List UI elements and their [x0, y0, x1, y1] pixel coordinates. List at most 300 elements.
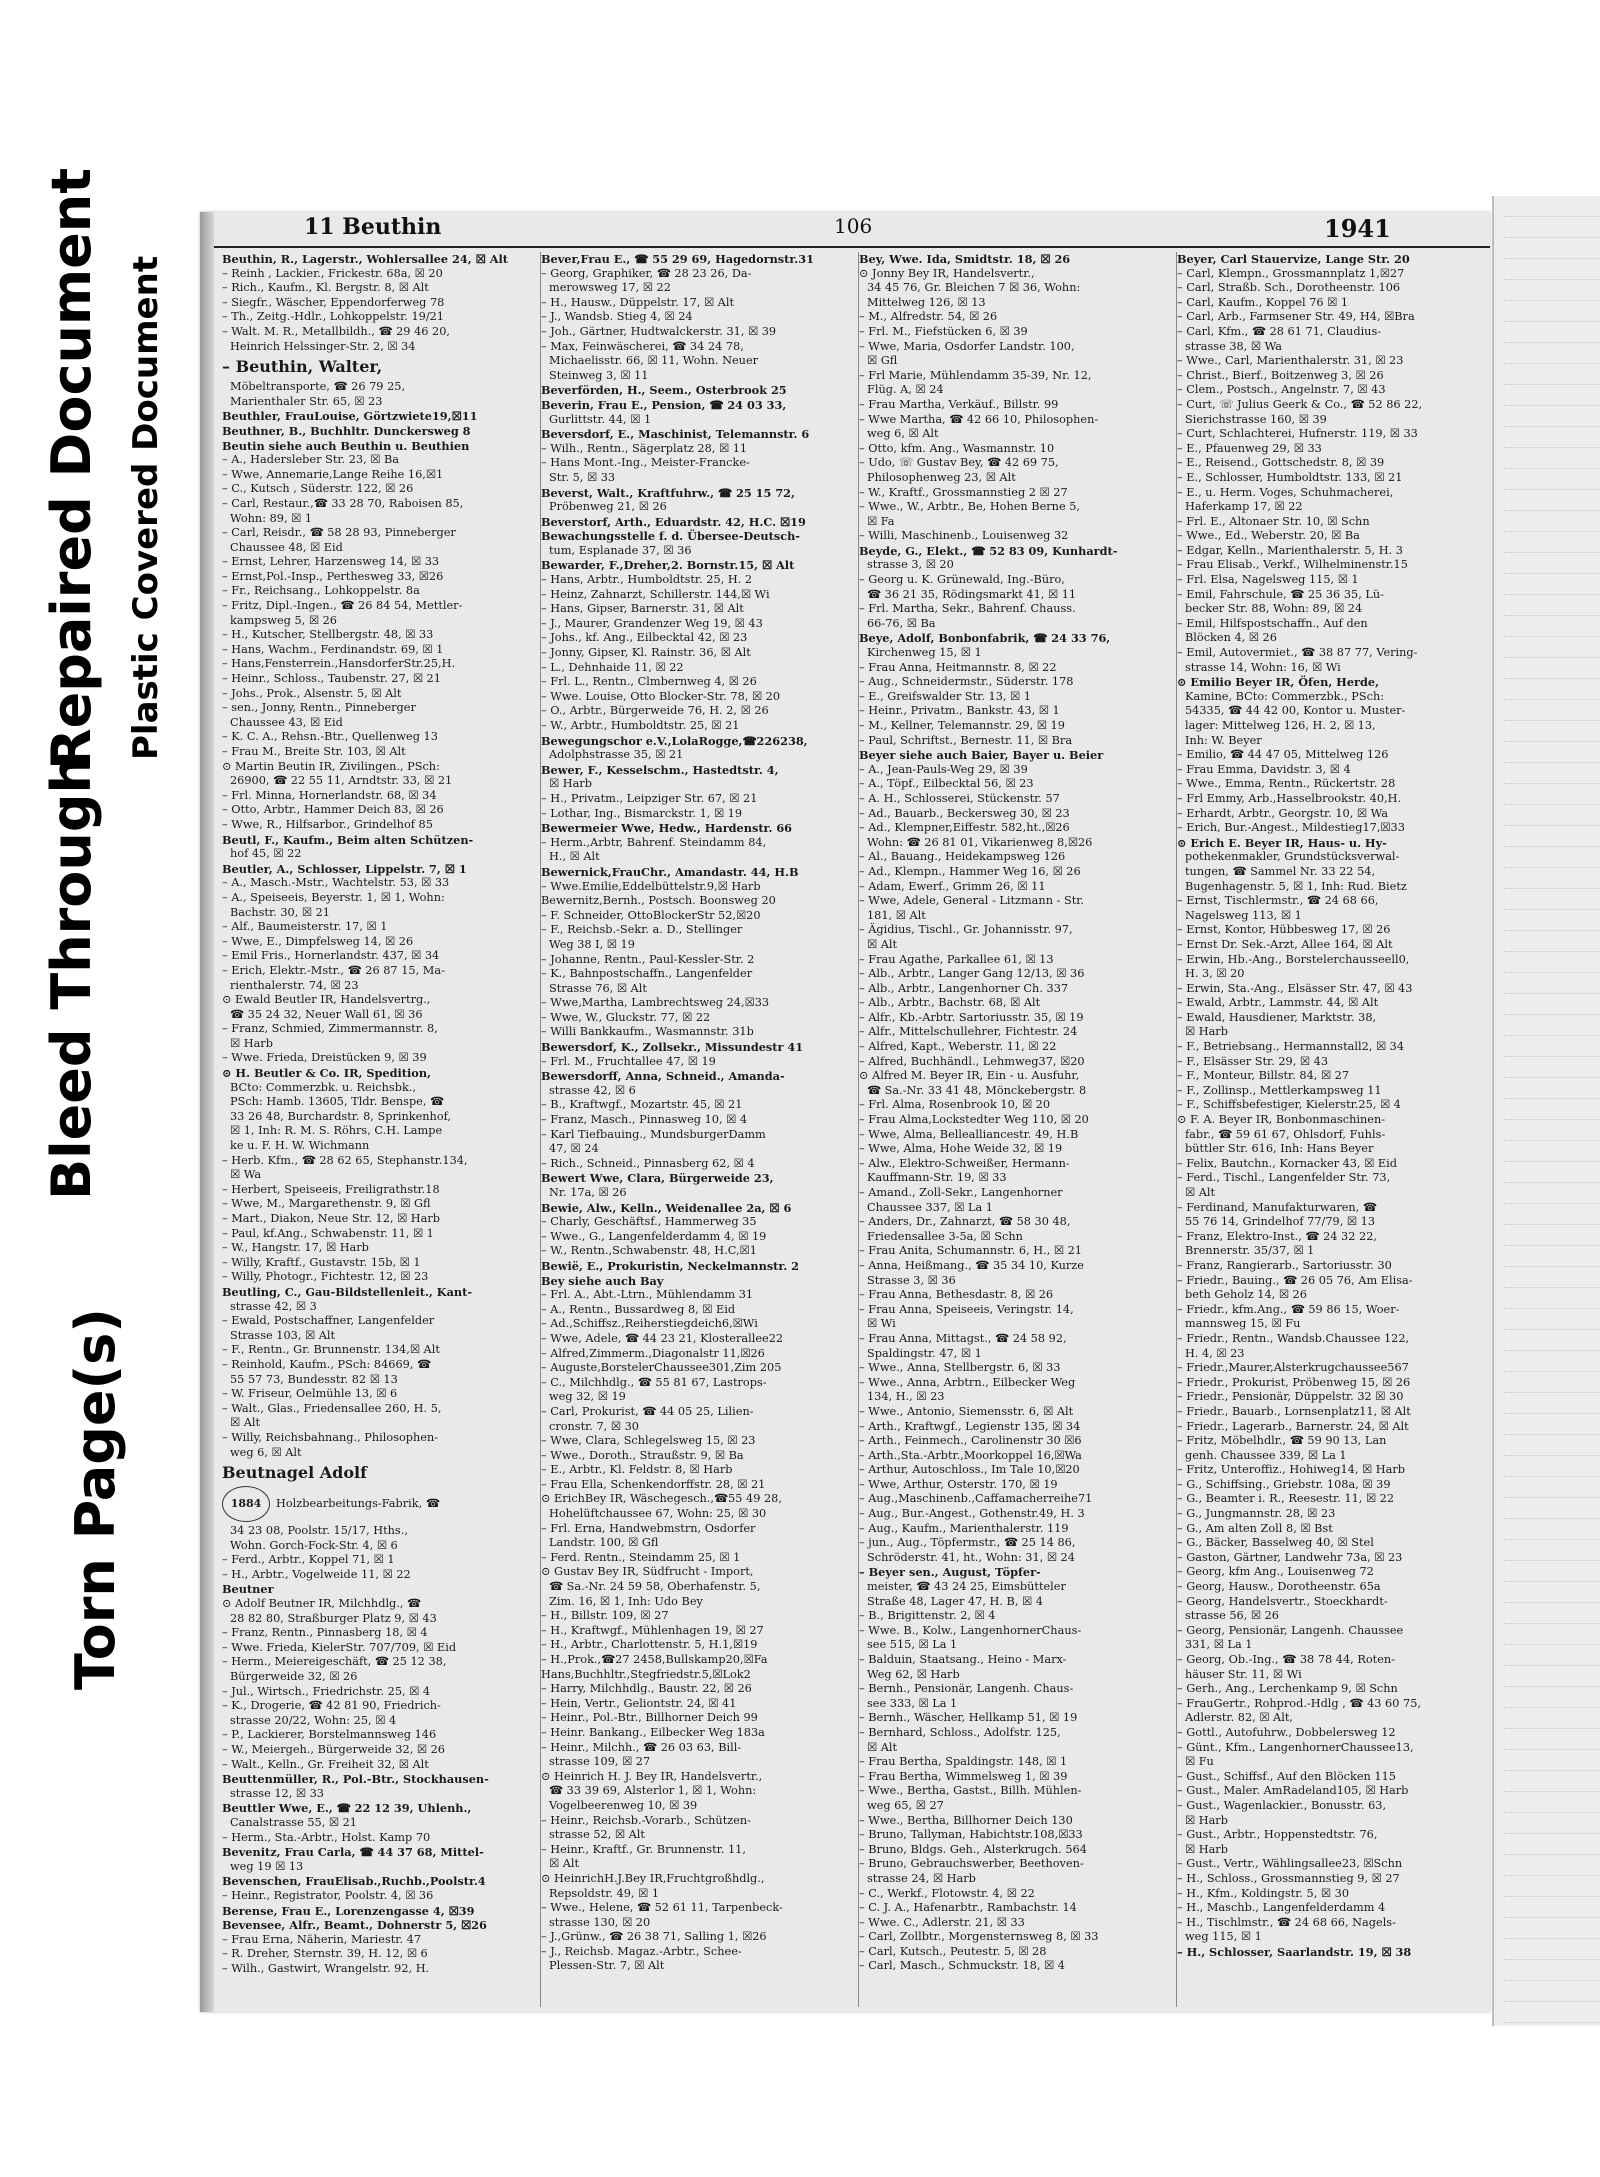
- directory-entry: H., ☒ Alt: [549, 850, 600, 864]
- directory-entry: ⊙ Martin Beutin IR, Zivilingen., PSch:: [222, 759, 440, 773]
- directory-entry: Kauffmann-Str. 19, ☒ 33: [867, 1171, 1007, 1185]
- document-defect-labels: [0, 0, 200, 2177]
- directory-entry: – Wwe., Ed., Weberstr. 20, ☒ Ba: [1177, 529, 1360, 543]
- adjacent-page-line: [1504, 1414, 1600, 1435]
- adjacent-page-line: [1504, 721, 1600, 742]
- directory-entry: – Johanne, Rentn., Paul-Kessler-Str. 2: [541, 952, 755, 966]
- adjacent-page-line: [1504, 1876, 1600, 1897]
- adjacent-page-line: [1504, 1015, 1600, 1036]
- directory-entry: – Jonny, Gipser, Kl. Rainstr. 36, ☒ Alt: [541, 646, 751, 660]
- directory-entry: – Frl. Elsa, Nagelsweg 115, ☒ 1: [1177, 573, 1359, 587]
- adjacent-page-line: [1504, 511, 1600, 532]
- directory-entry: – Adam, Ewerf., Grimm 26, ☒ 11: [859, 879, 1046, 893]
- directory-entry: – Frau Anita, Schumannstr. 6, H., ☒ 21: [859, 1244, 1082, 1258]
- directory-entry: büttler Str. 616, Inh: Hans Beyer: [1185, 1142, 1374, 1156]
- directory-entry: – Ewald, Arbtr., Lammstr. 44, ☒ Alt: [1177, 996, 1379, 1010]
- directory-entry: – Curt, ☏ Julius Geerk & Co., ☎ 52 86 22,: [1177, 397, 1423, 411]
- adjacent-page-line: [1504, 1855, 1600, 1876]
- directory-entry: – Udo, ☏ Gustav Bey, ☎ 42 69 75,: [859, 456, 1059, 470]
- directory-entry: weg 32, ☒ 19: [549, 1390, 626, 1404]
- directory-entry: Strasse 76, ☒ Alt: [549, 981, 647, 995]
- directory-entry: – Frl. Martha, Sekr., Bahrenf. Chauss.: [859, 602, 1076, 616]
- directory-entry: 55 76 14, Grindelhof 77/79, ☒ 13: [1185, 1215, 1376, 1229]
- directory-entry: Beyer, Carl Stauervize, Lange Str. 20: [1177, 252, 1410, 266]
- directory-entry: 34 45 76, Gr. Bleichen 7 ☒ 36, Wohn:: [867, 281, 1081, 295]
- directory-entry: 134, H., ☒ 23: [867, 1390, 945, 1404]
- directory-entry: – Emilio, ☎ 44 47 05, Mittelweg 126: [1177, 748, 1389, 762]
- directory-entry: Steinweg 3, ☒ 11: [549, 368, 649, 382]
- directory-entry: – Emil, Hilfspostschaffn., Auf den: [1177, 616, 1368, 630]
- directory-entry: – W. Friseur, Oelmühle 13, ☒ 6: [222, 1387, 398, 1401]
- directory-entry: – Amand., Zoll-Sekr., Langenhorner: [859, 1186, 1063, 1199]
- directory-entry: – Wwe., Helene, ☎ 52 61 11, Tarpenbeck-: [541, 1901, 783, 1915]
- directory-entry: Strasse 3, ☒ 36: [867, 1273, 956, 1287]
- directory-column-4: [1176, 252, 1482, 2007]
- directory-entry: strasse 20/22, Wohn: 25, ☒ 4: [230, 1713, 397, 1727]
- adjacent-page-line: [1504, 1498, 1600, 1519]
- directory-entry: – A. H., Schlosserei, Stückenstr. 57: [859, 791, 1060, 805]
- directory-entry: – Anders, Dr., Zahnarzt, ☎ 58 30 48,: [859, 1215, 1071, 1229]
- directory-entry: – Willy, Reichsbahnang., Philosophen-: [222, 1430, 439, 1444]
- directory-entry: – Ernst, Lehrer, Harzensweg 14, ☒ 33: [222, 555, 440, 569]
- directory-entry: – Al., Bauang., Heidekampsweg 126: [859, 850, 1066, 864]
- adjacent-page-line: [1504, 784, 1600, 805]
- directory-entry: – Ferd., Arbtr., Koppel 71, ☒ 1: [222, 1553, 395, 1567]
- adjacent-page-line: [1504, 1687, 1600, 1708]
- adjacent-page-line: [1504, 1729, 1600, 1750]
- directory-entry: strasse 14, Wohn: 16, ☒ Wi: [1185, 660, 1341, 674]
- directory-entry: Bevenitz, Frau Carla, ☎ 44 37 68, Mittel-: [222, 1845, 484, 1860]
- directory-entry: ☒ Fu: [1185, 1755, 1214, 1769]
- adjacent-page-line: [1504, 931, 1600, 952]
- directory-entry: merowsweg 17, ☒ 22: [549, 281, 671, 295]
- directory-entry: – H., Hausw., Düppelstr. 17, ☒ Alt: [541, 295, 734, 309]
- directory-entry: – Frau Erna, Näherin, Mariestr. 47: [222, 1932, 422, 1946]
- label-bleed-through: Bleed Through: [40, 755, 103, 1200]
- directory-entry: Repsoldstr. 49, ☒ 1: [549, 1886, 660, 1900]
- adjacent-page-line: [1504, 1519, 1600, 1540]
- label-torn-pages: Torn Page(s): [64, 1308, 127, 1690]
- directory-entry: – Beyer sen., August, Töpfer-: [859, 1565, 1041, 1580]
- directory-entry: ⊙ ErichBey IR, Wäschegesch.,☎55 49 28,: [541, 1492, 782, 1506]
- directory-entry: – Gaston, Gärtner, Landwehr 73a, ☒ 23: [1177, 1550, 1403, 1564]
- directory-entry: ⊙ Ewald Beutler IR, Handelsvertrg.,: [222, 993, 431, 1007]
- directory-entry: – Gust., Arbtr., Hoppenstedtstr. 76,: [1177, 1828, 1378, 1842]
- directory-entry: – Herm., Meiereigeschäft, ☎ 25 12 38,: [222, 1655, 447, 1669]
- directory-entry: – A., Speiseeis, Beyerstr. 1, ☒ 1, Wohn:: [222, 890, 445, 904]
- directory-entry: becker Str. 88, Wohn: 89, ☒ 24: [1185, 602, 1363, 616]
- adjacent-page-line: [1504, 574, 1600, 595]
- directory-entry: – Heinr., Privatm., Bankstr. 43, ☒ 1: [859, 704, 1060, 718]
- directory-entry: – Wwe, E., Dimpfelsweg 14, ☒ 26: [222, 934, 414, 948]
- directory-entry: – Walt. M. R., Metallbildh., ☎ 29 46 20,: [222, 324, 451, 338]
- directory-entry: Möbeltransporte, ☎ 26 79 25,: [230, 380, 406, 394]
- directory-entry: – Wwe., Doroth., Straußstr. 9, ☒ Ba: [541, 1448, 744, 1462]
- directory-entry: – Carl, Kaufm., Koppel 76 ☒ 1: [1177, 295, 1349, 309]
- directory-entry: – L., Dehnhaide 11, ☒ 22: [541, 660, 684, 674]
- directory-entry: – Siegfr., Wäscher, Eppendorferweg 78: [222, 295, 445, 309]
- directory-entry: – E., Greifswalder Str. 13, ☒ 1: [859, 689, 1031, 703]
- directory-entry: ☒ Alt: [549, 1857, 580, 1871]
- directory-entry: – Carl, Klempn., Grossmannplatz 1,☒27: [1177, 266, 1405, 280]
- directory-entry: Nr. 17a, ☒ 26: [549, 1186, 627, 1199]
- directory-entry: – Erhardt, Arbtr., Georgstr. 10, ☒ Wa: [1177, 806, 1388, 820]
- directory-entry: ⊙ H. Beutler & Co. IR, Spedition,: [222, 1066, 431, 1081]
- directory-entry: – B., Kraftwgf., Mozartstr. 45, ☒ 21: [541, 1098, 743, 1112]
- directory-entry: – Ernst Dr. Sek.-Arzt, Allee 164, ☒ Alt: [1177, 937, 1393, 951]
- directory-entry: Chaussee 43, ☒ Eid: [230, 715, 343, 729]
- directory-entry: Haferkamp 17, ☒ 22: [1185, 500, 1303, 514]
- directory-entry: Beuttler Wwe, E., ☎ 22 12 39, Uhlenh.,: [222, 1801, 472, 1816]
- directory-entry: see 515, ☒ La 1: [867, 1638, 958, 1652]
- adjacent-page-line: [1504, 679, 1600, 700]
- directory-entry: – Frl. Erna, Handwebmstrn, Osdorfer: [541, 1521, 756, 1535]
- directory-entry: – Reinh , Lackier., Frickestr. 68a, ☒ 20: [222, 266, 443, 280]
- directory-entry: – Friedr., Pensionär, Düppelstr. 32 ☒ 30: [1177, 1390, 1404, 1404]
- adjacent-page-line: [1504, 553, 1600, 574]
- directory-entry: – Carl, Masch., Schmuckstr. 18, ☒ 4: [859, 1959, 1065, 1973]
- directory-entry: beth Geholz 14, ☒ 26: [1185, 1288, 1307, 1302]
- directory-entry: – Wwe., Emma, Rentn., Rückertstr. 28: [1177, 777, 1396, 791]
- directory-entry: strasse 109, ☒ 27: [549, 1755, 651, 1769]
- adjacent-page-line: [1504, 1225, 1600, 1246]
- directory-entry: Beutnagel Adolf: [222, 1463, 367, 1483]
- directory-entry: – Ewald, Postschaffner, Langenfelder: [222, 1314, 435, 1328]
- label-repaired-document: Repaired Document: [40, 167, 103, 770]
- directory-entry: Flüg. A, ☒ 24: [867, 383, 944, 397]
- directory-entry: – Paul, kf.Ang., Schwabenstr. 11, ☒ 1: [222, 1226, 434, 1240]
- directory-entry: – Hein, Vertr., Geliontstr. 24, ☒ 41: [541, 1696, 737, 1710]
- directory-entry: – Ad., Bauarb., Beckersweg 30, ☒ 23: [859, 806, 1070, 820]
- directory-entry: Marienthaler Str. 65, ☒ 23: [230, 394, 383, 408]
- directory-entry: weg 6, ☒ Alt: [230, 1445, 302, 1459]
- directory-entry: fabr., ☎ 59 61 67, Ohlsdorf, Fuhls-: [1185, 1127, 1386, 1141]
- directory-entry: Mittelweg 126, ☒ 13: [867, 295, 986, 309]
- adjacent-page-line: [1504, 1288, 1600, 1309]
- directory-entry: Adolphstrasse 35, ☒ 21: [549, 748, 684, 762]
- directory-entry: – Frau Anna, Heitmannstr. 8, ☒ 22: [859, 660, 1057, 674]
- company-seal-icon: 1884: [222, 1486, 270, 1522]
- directory-entry: – Joh., Gärtner, Hudtwalckerstr. 31, ☒ 39: [541, 324, 777, 338]
- directory-entry: Philosophenweg 23, ☒ Alt: [867, 470, 1016, 484]
- directory-entry: – Wwe, W., Gluckstr. 77, ☒ 22: [541, 1010, 711, 1024]
- directory-entry: – Wwe. C., Adlerstr. 21, ☒ 33: [859, 1915, 1025, 1929]
- directory-entry: – Erich, Elektr.-Mstr., ☎ 26 87 15, Ma-: [222, 963, 445, 977]
- directory-entry: ☎ Sa.-Nr. 24 59 58, Oberhafenstr. 5,: [549, 1580, 761, 1594]
- directory-entry: Spaldingstr. 47, ☒ 1: [867, 1346, 982, 1360]
- directory-entry: ☒ Harb: [1185, 1025, 1228, 1039]
- header-section-title: 11 Beuthin: [304, 214, 442, 240]
- directory-entry: ⊙ Emilio Beyer IR, Öfen, Herde,: [1177, 675, 1380, 690]
- directory-entry: – Willi Bankkaufm., Wasmannstr. 31b: [541, 1025, 754, 1039]
- directory-entry: ⊙ Erich E. Beyer IR, Haus- u. Hy-: [1177, 835, 1387, 850]
- directory-entry: – Friedr., Lagerarb., Barnerstr. 24, ☒ Alt: [1177, 1419, 1409, 1433]
- directory-entry: – Bruno, Bldgs. Geh., Alsterkrugch. 564: [859, 1842, 1087, 1856]
- directory-entry: strasse 3, ☒ 20: [867, 558, 954, 572]
- directory-entry: – A., Rentn., Bussardweg 8, ☒ Eid: [541, 1302, 736, 1316]
- directory-entry: – Harry, Milchhdlg., Baustr. 22, ☒ 26: [541, 1682, 752, 1696]
- directory-entry: – Friedr., Bauing., ☎ 26 05 76, Am Elisa-: [1177, 1273, 1413, 1287]
- adjacent-page-line: [1504, 1309, 1600, 1330]
- adjacent-page-line: [1504, 1267, 1600, 1288]
- directory-entry: Bewie, Alw., Kelln., Weidenallee 2a, ☒ 6: [541, 1200, 792, 1215]
- adjacent-page-line: [1504, 532, 1600, 553]
- directory-entry: – Beuthin, Walter,: [222, 357, 383, 377]
- directory-entry: – Georg, Graphiker, ☎ 28 23 26, Da-: [541, 266, 752, 280]
- directory-entry: – Erwin, Hb.-Ang., Borstelerchausseell0,: [1177, 952, 1410, 966]
- directory-entry: Bewernitz,Bernh., Postsch. Boonsweg 20: [541, 894, 776, 908]
- directory-entry: – Reinhold, Kaufm., PSch: 84669, ☎: [222, 1357, 432, 1371]
- directory-entry: – Gottl., Autofuhrw., Dobbelersweg 12: [1177, 1725, 1396, 1739]
- directory-entry: ☎ Sa.-Nr. 33 41 48, Mönckebergstr. 8: [867, 1083, 1087, 1097]
- directory-entry: – Wwe, Clara, Schlegelsweg 15, ☒ 23: [541, 1434, 756, 1448]
- directory-entry: Beyde, G., Elekt., ☎ 52 83 09, Kunhardt-: [859, 543, 1118, 558]
- directory-entry: Weg 62, ☒ Harb: [867, 1667, 960, 1681]
- directory-entry: ⊙ Adolf Beutner IR, Milchhdlg., ☎: [222, 1597, 422, 1611]
- directory-entry: – F. Schneider, OttoBlockerStr 52,☒20: [541, 908, 761, 922]
- directory-entry: – Franz, Rangierarb., Sartoriusstr. 30: [1177, 1258, 1392, 1272]
- directory-entry: – M., Alfredstr. 54, ☒ 26: [859, 310, 998, 324]
- directory-entry: – Wwe, Alma, Bellealliancestr. 49, H.B: [859, 1127, 1079, 1141]
- directory-entry: – Frau Anna, Speiseeis, Veringstr. 14,: [859, 1302, 1074, 1316]
- directory-entry: – Aug., Schneidermstr., Süderstr. 178: [859, 675, 1074, 689]
- directory-entry: – Ad.,Schiffsz.,Reiherstiegdeich6,☒Wi: [541, 1317, 758, 1331]
- directory-entry: – Willi, Maschinenb., Louisenweg 32: [859, 529, 1069, 543]
- directory-entry: ke u. F. H. W. Wichmann: [230, 1139, 370, 1153]
- directory-entry: Beutling, C., Gau-Bildstellenleit., Kant-: [222, 1284, 473, 1299]
- adjacent-page-line: [1504, 385, 1600, 406]
- directory-entry: – Frl. E., Altonaer Str. 10, ☒ Schn: [1177, 514, 1370, 528]
- directory-entry: – Frau Elisab., Verkf., Wilhelminenstr.15: [1177, 558, 1408, 572]
- adjacent-page-line: [1504, 196, 1600, 217]
- directory-entry: – Balduin, Staatsang., Heino - Marx-: [859, 1653, 1067, 1666]
- directory-entry: 66-76, ☒ Ba: [867, 616, 936, 630]
- directory-entry: PSch: Hamb. 13605, Tldr. Benspe, ☎: [230, 1095, 445, 1109]
- adjacent-page-line: [1504, 889, 1600, 910]
- directory-entry: strasse 12, ☒ 33: [230, 1786, 324, 1800]
- adjacent-page-line: [1504, 868, 1600, 889]
- directory-entry: – Arth.,Sta.-Arbtr.,Moorkoppel 16,☒Wa: [859, 1448, 1082, 1462]
- directory-entry: – Fritz, Unteroffiz., Hohiweg14, ☒ Harb: [1177, 1463, 1405, 1477]
- directory-entry: – Fr., Reichsang., Lohkoppelstr. 8a: [222, 584, 420, 598]
- directory-entry: – W., Kraftf., Grossmannstieg 2 ☒ 27: [859, 485, 1068, 499]
- directory-entry: – H., Arbtr., Charlottenstr. 5, H.1,☒19: [541, 1638, 758, 1652]
- company-logo-line: [222, 1486, 527, 1522]
- directory-entry: – Carl, Zollbtr., Morgensternsweg 8, ☒ 33: [859, 1930, 1099, 1944]
- directory-entry: weg 65, ☒ 27: [867, 1798, 944, 1812]
- directory-entry: – Wwe, M., Margarethenstr. 9, ☒ Gfl: [222, 1197, 431, 1211]
- adjacent-page-line: [1504, 1918, 1600, 1939]
- adjacent-page-line: [1504, 700, 1600, 721]
- directory-entry: tungen, ☎ Sammel Nr. 33 22 54,: [1185, 864, 1376, 878]
- directory-entry: – Georg, Hausw., Dorotheenstr. 65a: [1177, 1580, 1381, 1594]
- directory-entry: – Heinr., Milchh., ☎ 26 03 63, Bill-: [541, 1740, 742, 1754]
- header-year: 1941: [1324, 214, 1391, 243]
- adjacent-page-line: [1504, 1561, 1600, 1582]
- adjacent-page-line: [1504, 1666, 1600, 1687]
- directory-entry: – Herm.,Arbtr, Bahrenf. Steindamm 84,: [541, 835, 767, 849]
- directory-entry: – Heinr. Bankang., Eilbecker Weg 183a: [541, 1725, 765, 1739]
- directory-entry: – Felix, Bautchn., Kornacker 43, ☒ Eid: [1177, 1156, 1397, 1170]
- directory-entry: – Hans, Arbtr., Humboldtstr. 25, H. 2: [541, 573, 753, 587]
- directory-entry: Brennerstr. 35/37, ☒ 1: [1185, 1244, 1315, 1258]
- directory-entry: – H.,Prok.,☎27 2458,Bullskamp20,☒Fa: [541, 1653, 768, 1666]
- directory-entry: – Wwe. B., Kolw., LangenhornerChaus-: [859, 1623, 1082, 1637]
- directory-entry: weg 6, ☒ Alt: [867, 427, 939, 441]
- directory-entry: Bachstr. 30, ☒ 21: [230, 905, 330, 919]
- directory-entry: Beutin siehe auch Beuthin u. Beuthien: [222, 438, 470, 453]
- directory-entry: – Bernhard, Schloss., Adolfstr. 125,: [859, 1725, 1061, 1739]
- directory-entry: ☒ Alt: [867, 937, 898, 951]
- directory-entry: 54335, ☎ 44 42 00, Kontor u. Muster-: [1185, 704, 1406, 718]
- directory-entry: Bewert Wwe, Clara, Bürgerweide 23,: [541, 1171, 774, 1186]
- directory-entry: – Fritz, Möbelhdlr., ☎ 59 90 13, Lan: [1177, 1434, 1387, 1448]
- directory-entry: – Franz, Masch., Pinnasweg 10, ☒ 4: [541, 1113, 748, 1127]
- directory-entry: – Ferdinand, Manufakturwaren, ☎: [1177, 1200, 1377, 1214]
- directory-entry: ☒ Harb: [549, 777, 592, 791]
- directory-entry: – Aug., Kaufm., Marienthalerstr. 119: [859, 1521, 1069, 1535]
- directory-entry: BCto: Commerzbk. u. Reichsbk.,: [230, 1080, 416, 1094]
- adjacent-page-line: [1504, 427, 1600, 448]
- adjacent-page-line: [1504, 1099, 1600, 1120]
- directory-entry: – F., Reichsb.-Sekr. a. D., Stellinger: [541, 923, 743, 937]
- directory-entry: – Heinr., Registrator, Poolstr. 4, ☒ 36: [222, 1888, 434, 1902]
- adjacent-page-line: [1504, 1204, 1600, 1225]
- directory-entry: 331, ☒ La 1: [1185, 1638, 1253, 1652]
- directory-entry: – Th., Zeitg.-Hdlr., Lohkoppelstr. 19/21: [222, 310, 444, 324]
- directory-entry: Canalstrasse 55, ☒ 21: [230, 1815, 357, 1829]
- directory-entry: – Hans, Gipser, Barnerstr. 31, ☒ Alt: [541, 602, 744, 616]
- adjacent-page-line: [1504, 406, 1600, 427]
- directory-entry: Hohelüftchaussee 67, Wohn: 25, ☒ 30: [549, 1507, 767, 1521]
- directory-entry: – Max, Feinwäscherei, ☎ 34 24 78,: [541, 339, 744, 353]
- directory-entry: – K. C. A., Rehsn.-Btr., Quellenweg 13: [222, 730, 438, 744]
- directory-entry: Plessen-Str. 7, ☒ Alt: [549, 1959, 665, 1973]
- directory-entry: tum, Esplanade 37, ☒ 36: [549, 543, 692, 557]
- directory-entry: – W., Hangstr. 17, ☒ Harb: [222, 1241, 369, 1255]
- directory-entry: – H., Tischlmstr., ☎ 24 68 66, Nagels-: [1177, 1915, 1396, 1929]
- directory-entry: – Arth., Kraftwgf., Legienstr 135, ☒ 34: [859, 1419, 1081, 1433]
- directory-entry: Zim. 16, ☒ 1, Inh: Udo Bey: [549, 1594, 703, 1608]
- directory-entry: – Carl, Arb., Farmsener Str. 49, H4, ☒Bra: [1177, 310, 1415, 324]
- directory-entry: strasse 42, ☒ 6: [549, 1083, 636, 1097]
- directory-entry: – Alfred, Kapt., Weberstr. 11, ☒ 22: [859, 1040, 1057, 1054]
- directory-entry: – Aug.,Maschinenb.,Caffamacherreihe71: [859, 1492, 1093, 1506]
- directory-entry: – Erwin, Sta.-Ang., Elsässer Str. 47, ☒ 43: [1177, 981, 1413, 995]
- directory-entry: Nagelsweg 113, ☒ 1: [1185, 908, 1302, 922]
- directory-entry: – Frau Emma, Davidstr. 3, ☒ 4: [1177, 762, 1351, 776]
- directory-entry: – Frl. Minna, Hornerlandstr. 68, ☒ 34: [222, 788, 437, 802]
- directory-entry: Bewegungschor e.V.,LolaRogge,☎226238,: [541, 733, 808, 748]
- adjacent-page-line: [1504, 826, 1600, 847]
- directory-entry: – Carl, Prokurist, ☎ 44 05 25, Lilien-: [541, 1404, 754, 1418]
- directory-entry: – Alb., Arbtr., Langer Gang 12/13, ☒ 36: [859, 967, 1085, 981]
- adjacent-page-line: [1504, 1540, 1600, 1561]
- directory-entry: – K., Bahnpostschaffn., Langenfelder: [541, 967, 753, 981]
- directory-entry: – Wwe., Bertha, Gastst., Billh. Mühlen-: [859, 1784, 1082, 1798]
- directory-entry: – Ad., Klempn., Hammer Weg 16, ☒ 26: [859, 864, 1081, 878]
- directory-entry: – W., Rentn.,Schwabenstr. 48, H.C,☒1: [541, 1244, 757, 1258]
- adjacent-page-line: [1504, 595, 1600, 616]
- directory-entry: kampsweg 5, ☒ 26: [230, 613, 337, 627]
- directory-entry: Sierichstrasse 160, ☒ 39: [1185, 412, 1327, 426]
- directory-entry: – Clem., Postsch., Angelnstr. 7, ☒ 43: [1177, 383, 1386, 397]
- directory-entry: – Wwe., W., Arbtr., Be, Hohen Berne 5,: [859, 500, 1081, 514]
- directory-entry: – Friedr., Prokurist, Pröbenweg 15, ☒ 26: [1177, 1375, 1411, 1389]
- directory-entry: – Ferd., Tischl., Langenfelder Str. 73,: [1177, 1171, 1391, 1185]
- directory-entry: – Frl Emmy, Arb.,Hasselbrookstr. 40,H.: [1177, 791, 1402, 805]
- adjacent-page-line: [1504, 364, 1600, 385]
- directory-entry: ⊙ Heinrich H. J. Bey IR, Handelsvertr.,: [541, 1769, 763, 1783]
- directory-entry: – G., Bäcker, Basselweg 40, ☒ Stel: [1177, 1536, 1374, 1550]
- directory-entry: Strasse 103, ☒ Alt: [230, 1328, 336, 1342]
- directory-entry: meister, ☎ 43 24 25, Eimsbütteler: [867, 1580, 1066, 1594]
- directory-entry: Straße 48, Lager 47, H. B, ☒ 4: [867, 1594, 1043, 1608]
- directory-entry: – Frl. L., Rentn., Clmbernweg 4, ☒ 26: [541, 675, 757, 689]
- directory-entry: ⊙ Jonny Bey IR, Handelsvertr.,: [859, 266, 1035, 280]
- directory-column-2: [540, 252, 846, 2007]
- adjacent-page-line: [1504, 1183, 1600, 1204]
- directory-entry: – Wwe, Arthur, Osterstr. 170, ☒ 19: [859, 1477, 1058, 1491]
- directory-entry: – F., Monteur, Billstr. 84, ☒ 27: [1177, 1069, 1350, 1083]
- directory-entry: Hans,Buchhltr.,Stegfriedstr.5,☒Lok2: [541, 1667, 751, 1681]
- directory-entry: – Carl, Straßb. Sch., Dorotheenstr. 106: [1177, 281, 1401, 295]
- directory-entry: – C., Kutsch , Süderstr. 122, ☒ 26: [222, 482, 414, 496]
- directory-entry: – Curt, Schlachterei, Hufnerstr. 119, ☒ 33: [1177, 427, 1418, 441]
- directory-entry: pothekenmakler, Grundstücksverwal-: [1185, 850, 1400, 864]
- directory-entry: Bevenschen, FrauElisab.,Ruchb.,Poolstr.4: [222, 1874, 486, 1889]
- directory-entry: – Gust., Wagenlackier., Bonusstr. 63,: [1177, 1798, 1387, 1812]
- directory-entry: – Gust., Maler. AmRadeland105, ☒ Harb: [1177, 1784, 1409, 1798]
- directory-entry: – Wwe., Bertha, Billhorner Deich 130: [859, 1813, 1073, 1827]
- directory-entry: – Alfred, Buchhändl., Lehmweg37, ☒20: [859, 1054, 1085, 1068]
- adjacent-page-line: [1504, 1246, 1600, 1267]
- directory-entry: Gurlittstr. 44, ☒ 1: [549, 412, 652, 426]
- directory-entry: Landstr. 100, ☒ Gfl: [549, 1536, 659, 1550]
- directory-entry: – Hans, Wachm., Ferdinandstr. 69, ☒ 1: [222, 642, 444, 656]
- adjacent-page-line: [1504, 1162, 1600, 1183]
- directory-entry: – Frau Ella, Schenkendorffstr. 28, ☒ 21: [541, 1477, 766, 1491]
- directory-entry: – Frl. M., Fiefstücken 6, ☒ 39: [859, 324, 1028, 338]
- directory-entry: – H., Kutscher, Stellbergstr. 48, ☒ 33: [222, 628, 434, 642]
- directory-entry: – Erich, Bur.-Angest., Mildestieg17,☒33: [1177, 821, 1405, 835]
- directory-entry: – Rich., Kaufm., Kl. Bergstr. 8, ☒ Alt: [222, 281, 429, 295]
- directory-entry: – Georg, Ob.-Ing., ☎ 38 78 44, Roten-: [1177, 1653, 1395, 1666]
- directory-entry: – E., Schlosser, Humboldtstr. 133, ☒ 21: [1177, 470, 1403, 484]
- directory-entry: ⊙ HeinrichH.J.Bey IR,Fruchtgroßhdlg.,: [541, 1871, 765, 1885]
- directory-entry: – Willy, Photogr., Fichtestr. 12, ☒ 23: [222, 1270, 429, 1284]
- directory-entry: – Carl, Restaur.,☎ 33 28 70, Raboisen 85,: [222, 496, 464, 510]
- directory-entry: – A., Masch.-Mstr., Wachtelstr. 53, ☒ 33: [222, 876, 450, 890]
- directory-entry: Beye, Adolf, Bonbonfabrik, ☎ 24 33 76,: [859, 631, 1111, 646]
- directory-entry: – Frau Bertha, Spaldingstr. 148, ☒ 1: [859, 1755, 1068, 1769]
- directory-entry: Beverin, Frau E., Pension, ☎ 24 03 33,: [541, 397, 787, 412]
- directory-entry: – J., Wandsb. Stieg 4, ☒ 24: [541, 310, 693, 324]
- directory-entry: – Herm., Sta.-Arbtr., Holst. Kamp 70: [222, 1830, 431, 1844]
- adjacent-page-line: [1504, 952, 1600, 973]
- directory-entry: – Gust., Schiffsf., Auf den Blöcken 115: [1177, 1769, 1396, 1783]
- directory-entry: rienthalerstr. 74, ☒ 23: [230, 978, 359, 992]
- directory-entry: – Friedr.,Maurer,Alsterkrugchaussee567: [1177, 1361, 1409, 1375]
- directory-entry: Pröbenweg 21, ☒ 26: [549, 500, 667, 514]
- directory-entry: – Fritz, Dipl.-Ingen., ☎ 26 84 54, Mettler-: [222, 599, 463, 613]
- directory-entry: ☎ 35 24 32, Neuer Wall 61, ☒ 36: [230, 1007, 423, 1021]
- directory-entry: strasse 42, ☒ 3: [230, 1299, 317, 1313]
- adjacent-page-line: [1504, 280, 1600, 301]
- directory-entry: – Ernst, Tischlermstr., ☎ 24 68 66,: [1177, 894, 1379, 908]
- directory-entry: – Hans Mont.-Ing., Meister-Francke-: [541, 456, 750, 470]
- directory-entry: – Frau M., Breite Str. 103, ☒ Alt: [222, 745, 406, 758]
